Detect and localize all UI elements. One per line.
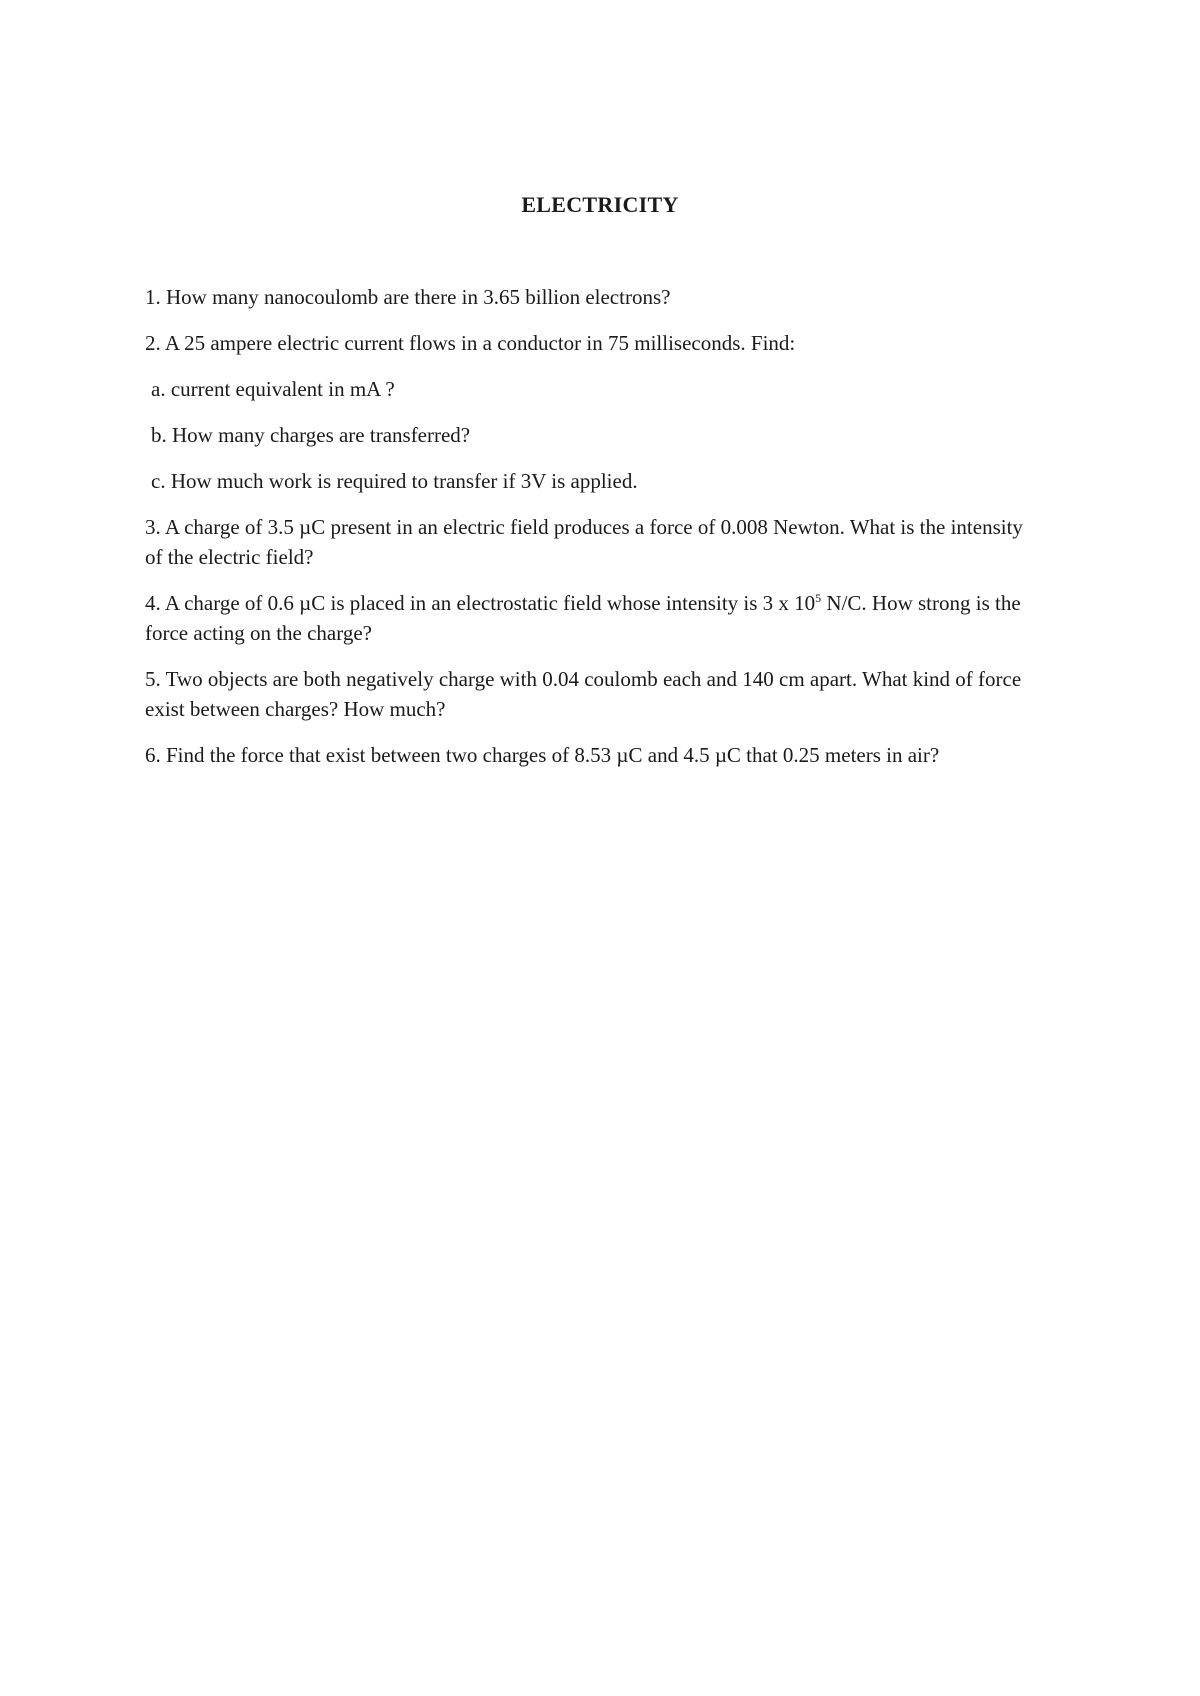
question-2a: a. current equivalent in mA ? [151, 377, 395, 401]
question-2b: b. How many charges are transferred? [151, 423, 471, 447]
question-5: 5. Two objects are both negatively charge with 0.04 coulomb each and 140 cm apart. What kind of force exist between charges? How much? [145, 667, 1022, 721]
question-4-end: N/C. How strong is the force acting on the charge? [145, 591, 1021, 645]
question-3: 3. A charge of 3.5 µC present in an electric field produces a force of 0.008 Newton. What is the intensity of the electric field? [145, 515, 1023, 569]
page-title: ELECTRICITY [521, 192, 679, 217]
question-6: 6. Find the force that exist between two charges of 8.53 µC and 4.5 µC that 0.25 meters in air? [145, 743, 940, 767]
question-list [145, 282, 1045, 786]
question-2: 2. A 25 ampere electric current flows in a conductor in 75 milliseconds. Find: [145, 331, 796, 355]
question-4-exponent: 5 [815, 591, 822, 605]
question-4 [145, 588, 1045, 648]
question-4-start: 4. A charge of 0.6 µC is placed in an electrostatic field whose intensity is 3 x 10 [145, 591, 816, 615]
question-1: 1. How many nanocoulomb are there in 3.65 billion electrons? [145, 285, 671, 309]
question-2c: c. How much work is required to transfer if 3V is applied. [151, 469, 638, 493]
